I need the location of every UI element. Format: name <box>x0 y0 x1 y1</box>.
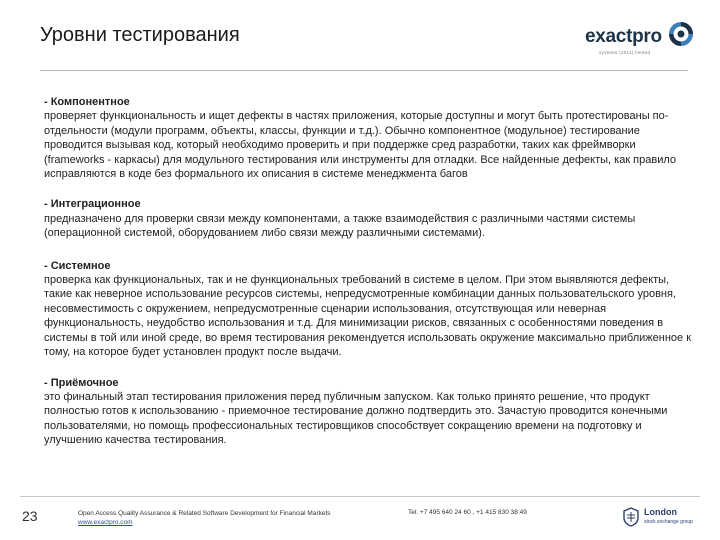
footer-phone: Tel: +7 495 640 24 60 , +1 415 830 38 49 <box>408 509 527 516</box>
section-body: проверяет функциональность и ищет дефекты в частях приложения, которые доступны и могут быть протестированы по-отдельности (модули программ, объекты, классы, функции и т.д.). Обычно компонентное (модульное) тестирование проводится вызывая код, который необходимо проверить и при поддержке сред разработки, таких как фреймворки (frameworks - каркасы) для модульного тестирования или инструменты для отладки. Все найденные дефекты, как правило исправляются в коде без формального их описания в системе менеджмента багов <box>44 110 677 181</box>
header-divider <box>40 70 688 71</box>
logo-tagline: systems (2011) limited <box>599 50 651 55</box>
footer-divider <box>20 496 700 497</box>
section-body: это финальный этап тестирования приложения перед публичным запуском. Как только принято решение, что продукт полностью готов к использованию - приемочное тестирование должно подтвердить это. Зачастую проводится конечными пользователями, но помощь профессиональных тестировщиков способствует сокращению времени на подготовку и улучшению качества тестирования. <box>44 390 668 447</box>
section-title: - Системное <box>44 259 111 272</box>
lse-subtitle: stock exchange group <box>644 519 693 525</box>
content-body <box>44 95 692 464</box>
section-title: - Приёмочное <box>44 376 119 389</box>
lse-logo <box>622 505 702 531</box>
page-number: 23 <box>22 508 38 524</box>
exactpro-swirl-icon <box>668 21 694 47</box>
section-acceptance <box>44 376 692 448</box>
lse-wordmark: London <box>644 507 677 517</box>
footer-website-link[interactable]: www.exactpro.com <box>78 519 133 526</box>
section-body: предназначено для проверки связи между компонентами, а также взаимодействия с различными частями системы (операционной системой, оборудованием либо связи между различными системами). <box>44 212 636 240</box>
section-integration <box>44 197 692 240</box>
section-body: проверка как функциональных, так и не функциональных требований в системе в целом. При этом выявляются дефекты, такие как неверное использование ресурсов системы, непредусмотренные комбинации данных пользовательского уровня, несовместимость с окружением, непредусмотренные сценарии использования, отсутствующая или неверная функциональность, неудобство использования и т.д. Для минимизации рисков, связанных с особенностями поведения в системы в той или иной среде, во время тестирования рекомендуется использовать окружение максимально приближенное к тому, на которое будет установлен продукт после выдачи. <box>44 274 692 359</box>
lse-crest-icon <box>622 507 640 527</box>
section-component <box>44 95 692 181</box>
logo-wordmark: exactpro <box>585 26 662 47</box>
exactpro-logo <box>585 18 695 58</box>
section-system <box>44 259 692 360</box>
section-title: - Компонентное <box>44 96 130 108</box>
footer-company <box>78 509 331 527</box>
footer-company-line: Open Access Quality Assurance & Related Software Development for Financial Markets <box>78 510 331 517</box>
section-title: - Интеграционное <box>44 198 141 211</box>
slide-title: Уровни тестирования <box>40 24 240 46</box>
